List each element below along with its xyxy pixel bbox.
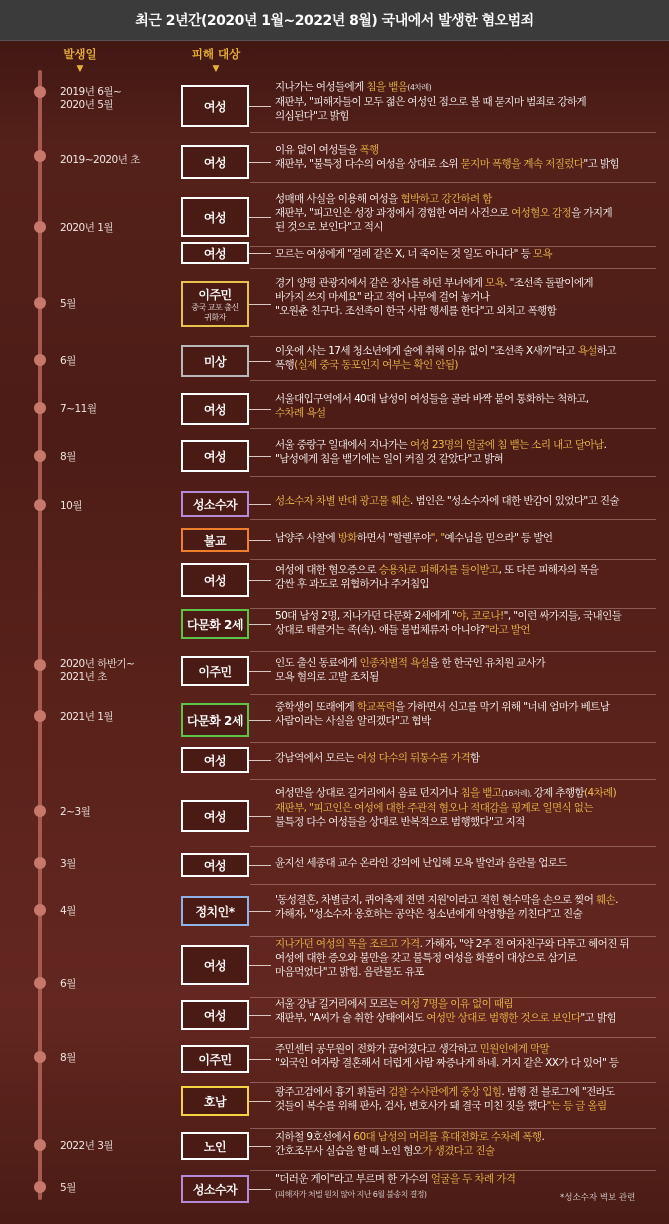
description-text: 윤지선 세종대 교수 온라인 강의에 난입해 모욕 발언과 음란물 업로드 <box>275 857 567 869</box>
event-description <box>275 893 655 921</box>
description-text: 50대 남성 2명, 지나가던 다문화 2세에게 " <box>275 610 457 622</box>
event-date: 2020년 하반기~ 2021년 초 <box>60 658 135 683</box>
highlight-text: 침을 뱉음 <box>366 81 408 93</box>
event-description <box>275 786 655 829</box>
timeline-dot <box>34 499 46 511</box>
event-date: 6월 <box>60 355 76 367</box>
victim-target-label: 여성 <box>203 210 227 225</box>
connector-line <box>249 911 271 912</box>
description-text: " 등 발언 <box>514 532 553 544</box>
description-text: 지하철 9호선에서 <box>275 1131 354 1143</box>
event-description <box>275 143 655 171</box>
event-date: 2022년 3월 <box>60 1140 114 1152</box>
description-text: 과도로 위협하거나 주거침입 <box>309 578 430 590</box>
row-divider <box>250 884 656 885</box>
header-date-label: 발생일 <box>63 47 97 61</box>
note-text: (피해자가 처벌 원치 않아 지난 6월 불송치 결정) <box>275 1190 427 1199</box>
connector-line <box>249 540 271 541</box>
row-divider <box>250 1082 656 1083</box>
connector-line <box>249 760 271 761</box>
row-divider <box>250 428 656 429</box>
description-text: 재판부, "A씨가 술 취한 상태에서도 <box>275 1012 424 1024</box>
description-text: 여성만을 상대로 길거리에서 음료 던지거나 <box>275 787 461 799</box>
description-text: 광주고검에서 흉기 휘둘러 <box>275 1086 389 1098</box>
description-text: 중학생이 또래에게 <box>275 701 357 713</box>
highlight-text: 여성 다수의 뒤통수를 가격 <box>356 752 471 764</box>
event-description <box>275 656 655 684</box>
victim-target-label: 성소수자 <box>192 497 238 512</box>
event-description <box>275 192 655 234</box>
description-text: . 간호조무사 실습을 할 때 <box>275 1131 545 1157</box>
event-description <box>275 997 655 1025</box>
timeline-dot <box>34 977 46 989</box>
timeline-dot <box>34 805 46 817</box>
victim-target-label: 여성 <box>203 402 227 417</box>
victim-target-box <box>181 197 249 237</box>
victim-target-box <box>181 393 249 425</box>
description-text: 서울 중랑구 일대에서 지나가는 <box>275 439 411 451</box>
event-description <box>275 609 655 637</box>
description-text: 서울대입구역에서 40대 남성이 여성들을 골라 바짝 붙어 통화하는 척하고, <box>275 393 589 405</box>
description-text: . 범행 전 블로그에 " <box>501 1086 587 1098</box>
highlight-text: 학교폭력 <box>356 701 395 713</box>
description-text: 불특정 다수 여성들을 상대로 반복적으로 범행했다 <box>275 816 490 828</box>
down-arrow-icon: ▼ <box>76 64 84 74</box>
victim-target-label: 여성 <box>203 449 227 464</box>
connector-line <box>249 865 271 866</box>
victim-target-label: 여성 <box>203 1008 227 1023</box>
timeline-dot <box>34 710 46 722</box>
connector-line <box>249 361 271 362</box>
highlight-text: 성소수자 차별 반대 광고물 훼손 <box>275 495 411 507</box>
victim-target-box <box>181 345 249 377</box>
event-description <box>275 1130 655 1158</box>
connector-line <box>249 253 271 254</box>
description-text: "고 밝힘 <box>583 158 619 170</box>
description-text: . 범인은 "성소수자에 대한 반감이 있었다"고 진술 <box>410 495 619 507</box>
timeline-dot <box>34 450 46 462</box>
row-divider <box>250 651 656 652</box>
event-description <box>275 563 655 591</box>
description-text: 재판부, "불특정 다수의 여성을 상대로 소위 <box>275 158 458 170</box>
row-divider <box>250 846 656 847</box>
victim-target-box <box>181 703 249 737</box>
victim-target-label: 여성 <box>203 958 227 973</box>
description-text: "외국인 여자랑 결혼해서 더럽게 사람 짜증나게 하네. 거지 같은 XX가 다 있어" 등 <box>275 1057 619 1069</box>
event-date: 5월 <box>60 298 76 310</box>
connector-line <box>249 504 271 505</box>
highlight-text: 훼손 <box>595 894 616 906</box>
description-text: 을 가하면서 신고를 막기 위해 "너네 엄마가 베트남 사람이라는 사실을 알리겠다"고 <box>275 701 610 727</box>
victim-target-label: 여성 <box>203 155 227 170</box>
event-date: 2021년 1월 <box>60 711 114 723</box>
victim-target-label: 여성 <box>203 99 227 114</box>
connector-line <box>249 1015 271 1016</box>
description-text: 음란물도 유포 <box>363 966 424 978</box>
row-divider <box>250 519 656 520</box>
description-text: 모욕 혐의로 고발 조치됨 <box>275 671 379 683</box>
event-date: 2019~2020년 초 <box>60 154 140 166</box>
description-text: "고 밝힘 <box>580 1012 617 1024</box>
description-text: . 가해자, "성소수자 옹호하는 공약은 청소년에게 악영향을 끼친다"고 진술 <box>275 894 618 920</box>
highlight-text: 가 생겼다고 진술 <box>422 1145 495 1157</box>
event-description <box>275 494 655 508</box>
description-text: 지나가는 여성들에게 <box>275 81 367 93</box>
connector-line <box>249 671 271 672</box>
timeline-dot <box>34 86 46 98</box>
connector-line <box>249 1146 271 1147</box>
victim-target-box <box>181 440 249 472</box>
event-date: 5월 <box>60 1182 76 1194</box>
highlight-text: "라고 발언 <box>484 624 530 636</box>
row-divider <box>250 1170 656 1171</box>
victim-target-box <box>181 609 249 639</box>
highlight-text: ", " <box>430 532 445 544</box>
connector-line <box>249 106 271 107</box>
header-date <box>50 46 110 74</box>
row-divider <box>250 268 656 269</box>
down-arrow-icon: ▼ <box>212 64 220 74</box>
row-divider <box>250 336 656 337</box>
description-text: '동성결혼, 차별금지, 퀴어축제 전면 지원'이라고 적힌 현수막을 손으로 찢어 <box>275 894 596 906</box>
event-date: 8월 <box>60 1052 76 1064</box>
note-text: (4차례) <box>407 83 432 92</box>
event-date: 6월 <box>60 978 76 990</box>
victim-target-box <box>181 491 249 517</box>
connector-line <box>249 217 271 218</box>
timeline-dot <box>34 1139 46 1151</box>
row-divider <box>250 1037 656 1038</box>
event-description <box>275 751 655 765</box>
victim-target-box <box>181 656 249 686</box>
highlight-text: 여성혐오 감정 <box>511 207 572 219</box>
victim-target-label: 여성 <box>203 858 227 873</box>
event-description <box>275 700 655 728</box>
row-divider <box>250 559 656 560</box>
highlight-text: 모욕 <box>485 277 505 289</box>
description-text: 할렐루야 <box>392 532 431 544</box>
victim-target-box <box>181 853 249 877</box>
description-text: 폭행함 <box>527 305 557 317</box>
highlight-text: 여성만 상대로 범행한 것으로 보인다 <box>426 1012 581 1024</box>
victim-target-box <box>181 800 249 832</box>
description-text: ", " <box>503 610 518 622</box>
victim-target-box <box>181 281 249 327</box>
connector-line <box>249 162 271 163</box>
event-date: 3월 <box>60 858 76 870</box>
highlight-text: (실제 중국 동포인지 여부는 확인 안됨) <box>294 359 458 371</box>
description-text: 이런 싸가지들, 국내인들 상대로 태클거는 족(속). 얘들 불법체류자 아니야? <box>275 610 622 636</box>
highlight-text: 수차례 욕설 <box>275 407 326 419</box>
event-date: 2~3월 <box>60 806 91 818</box>
row-divider <box>250 779 656 780</box>
highlight-text: 여성 7명을 이유 없이 때림 <box>400 998 513 1010</box>
victim-target-box <box>181 1045 249 1073</box>
connector-line <box>249 456 271 457</box>
victim-target-box <box>181 145 249 179</box>
row-divider <box>250 380 656 381</box>
timeline-dot <box>34 402 46 414</box>
victim-target-box <box>181 242 249 264</box>
victim-target-label: 이주민 <box>198 664 232 679</box>
highlight-text: 욕설 <box>577 345 597 357</box>
description-text: 협박 <box>411 715 431 727</box>
victim-target-box <box>181 1000 249 1030</box>
description-text: 성매매 사실을 이용해 여성을 <box>275 193 401 205</box>
connector-line <box>249 816 271 817</box>
description-text: 하면서 " <box>356 532 393 544</box>
description-text: . "남성에게 침을 뱉기에는 일이 커질 것 같았다"고 밝혀 <box>275 439 607 465</box>
highlight-text: 방화 <box>337 532 357 544</box>
timeline-dot <box>34 904 46 916</box>
victim-target-box <box>181 896 249 926</box>
victim-target-label: 성소수자 <box>192 1182 238 1197</box>
description-text: 함 <box>470 752 480 764</box>
event-date: 2019년 6월~ 2020년 5월 <box>60 86 122 111</box>
timeline-dot <box>34 1181 46 1193</box>
timeline-line <box>38 70 42 1200</box>
description-text: . 가해자, "약 2주 전 여자친구와 다투고 헤어진 뒤 여성에 대한 증오와 불만을 갖고 불특정 여성을 화풀이 대상으로 삼기로 마음먹었다"고 밝힘. <box>275 938 630 978</box>
row-divider <box>250 132 656 133</box>
connector-line <box>249 624 271 625</box>
victim-target-box <box>181 945 249 985</box>
victim-target-label: 여성 <box>203 809 227 824</box>
victim-target-label: 이주민 <box>198 1052 232 1067</box>
victim-target-label: 여성 <box>203 573 227 588</box>
timeline-dot <box>34 1051 46 1063</box>
highlight-text: 승용차로 피해자를 들이받고 <box>378 564 499 576</box>
connector-line <box>249 1059 271 1060</box>
event-description <box>275 531 655 545</box>
description-text: 예수님을 믿으라 <box>444 532 515 544</box>
timeline-dot <box>34 150 46 162</box>
description-text: 폭행 <box>275 359 295 371</box>
event-description <box>275 856 655 870</box>
timeline-dot <box>34 857 46 869</box>
event-date: 7~11월 <box>60 403 97 415</box>
victim-target-label: 다문화 2세 <box>187 617 243 632</box>
description-text: 서울 강남 길거리에서 모르는 <box>275 998 401 1010</box>
event-description <box>275 1085 655 1113</box>
highlight-text: (4차례) 재판부, "피고인은 여성에 대한 주관적 혐오나 적대감을 핑계로 일면식 없는 <box>275 787 617 814</box>
victim-target-label: 불교 <box>203 533 227 548</box>
note-text: (16차례), <box>501 789 534 798</box>
highlight-text: 인종차별적 욕설 <box>359 657 430 669</box>
victim-target-label: 이주민 <box>198 287 232 302</box>
connector-line <box>249 1101 271 1102</box>
description-text: 하고 <box>596 345 616 357</box>
description-text: 재판부, "피해자들이 모두 젊은 여성인 점으로 볼 때 묻지마 범죄로 강하게 의심된다"고 밝힘 <box>275 96 587 122</box>
highlight-text: 모욕 <box>532 248 552 260</box>
event-description <box>275 344 655 372</box>
description-text: "더러운 게이"라고 부르며 한 가수의 <box>275 1173 431 1185</box>
victim-target-sublabel: 중국 교포 출신 귀화자 <box>191 302 239 322</box>
event-description <box>275 392 655 420</box>
victim-target-label: 다문화 2세 <box>187 713 243 728</box>
victim-target-label: 미상 <box>203 354 227 369</box>
victim-target-label: 여성 <box>203 753 227 768</box>
victim-target-box <box>181 528 249 552</box>
event-description <box>275 276 655 318</box>
event-description <box>275 247 655 261</box>
highlight-text: 얼굴을 두 차례 가격 <box>430 1173 516 1185</box>
description-text: 재판부, "피고인은 성장 과정에서 경험한 여러 사건으로 <box>275 207 509 219</box>
connector-line <box>249 580 271 581</box>
highlight-text: 여성 23명의 얼굴에 침 뱉는 소리 내고 달아남 <box>410 439 604 451</box>
highlight-text: "는 등 글 올림 <box>546 1100 607 1112</box>
highlight-text: 민원인에게 막말 <box>479 1043 550 1055</box>
victim-target-box <box>181 747 249 773</box>
page-title: 최근 2년간(2020년 1월~2022년 8월) 국내에서 발생한 혐오범죄 <box>0 0 669 41</box>
highlight-text: 검찰 수사관에게 중상 입힘 <box>388 1086 502 1098</box>
highlight-text: 60대 남성의 머리를 휴대전화로 수차례 폭행 <box>353 1131 542 1143</box>
description-text: 주민센터 공무원이 전화가 끊어졌다고 생각하고 <box>275 1043 480 1055</box>
description-text: 을 한 한국인 유치원 교사가 <box>429 657 546 669</box>
event-description <box>275 1042 655 1070</box>
footnote: *성소수자 벽보 관련 <box>560 1193 636 1203</box>
timeline-dot <box>34 221 46 233</box>
victim-target-box <box>181 1086 249 1116</box>
highlight-text: 협박하고 강간하려 함 <box>400 193 492 205</box>
row-divider <box>250 182 656 183</box>
description-text: 이유 없이 여성들을 <box>275 144 360 156</box>
description-text: 강남역에서 모르는 <box>275 752 357 764</box>
connector-line <box>249 304 271 305</box>
event-description <box>275 438 655 466</box>
highlight-text: 지나가던 여성의 목을 조르고 가격 <box>275 938 420 950</box>
timeline-dot <box>34 354 46 366</box>
description-text: 남양주 사찰에 <box>275 532 338 544</box>
highlight-text: 폭행 <box>359 144 379 156</box>
event-date: 8월 <box>60 451 76 463</box>
description-text: 을 가지게 된 것으로 보인다"고 적시 <box>275 207 612 233</box>
connector-line <box>249 409 271 410</box>
description-text: 모르는 여성에게 "걸레 같은 X, 너 죽이는 것 일도 아니다" 등 <box>275 248 533 260</box>
header-target <box>185 46 247 74</box>
description-text: 전라도 것들이 복수를 위해 판사, 검사, 변호사가 돼 결국 미친 짓을 했다 <box>275 1086 615 1112</box>
event-date: 2020년 1월 <box>60 222 114 234</box>
description-text: , 또 다른 피해자의 목을 감싼 후 <box>275 564 599 590</box>
connector-line <box>249 1189 271 1190</box>
victim-target-label: 노인 <box>203 1139 227 1154</box>
description-text: . "조선족 돌팔이에게 바가지 쓰지 마세요" 라고 적어 나무에 걸어 놓거나 "오원춘 친구다. 조선족이 한국 사람 행세를 한다"고 외치고 <box>275 277 593 317</box>
event-date: 4월 <box>60 905 76 917</box>
victim-target-box <box>181 85 249 127</box>
event-date: 10월 <box>60 500 83 512</box>
description-text: "고 지적 <box>489 816 525 828</box>
connector-line <box>249 965 271 966</box>
description-text: 경기 양평 관광지에서 같은 장사를 하던 부녀에게 <box>275 277 486 289</box>
victim-target-label: 여성 <box>203 246 227 261</box>
victim-target-box <box>181 1132 249 1160</box>
description-text: 인도 출신 동료에게 <box>275 657 360 669</box>
row-divider <box>250 476 656 477</box>
description-text: 이웃에 사는 17세 청소년에게 술에 취해 이유 없이 "조선족 X새끼"라고 <box>275 345 578 357</box>
highlight-text: 묻지마 폭행을 계속 저질렀다 <box>460 158 584 170</box>
row-divider <box>250 694 656 695</box>
victim-target-label: 정치인* <box>195 904 235 919</box>
connector-line <box>249 720 271 721</box>
description-text: 강제 추행함 <box>533 787 585 799</box>
row-divider <box>250 1128 656 1129</box>
timeline-dot <box>34 659 46 671</box>
victim-target-box <box>181 563 249 597</box>
header-target-label: 피해 대상 <box>191 47 241 61</box>
victim-target-label: 호남 <box>203 1094 227 1109</box>
description-text: 노인 혐오 <box>381 1145 423 1157</box>
victim-target-box <box>181 1175 249 1203</box>
row-divider <box>250 742 656 743</box>
event-description <box>275 937 655 979</box>
description-text: 여성에 대한 혐오증으로 <box>275 564 379 576</box>
timeline-dot <box>34 297 46 309</box>
event-description <box>275 80 655 123</box>
highlight-text: 침을 뱉고 <box>460 787 502 799</box>
highlight-text: 야, 코로나! <box>456 610 504 622</box>
